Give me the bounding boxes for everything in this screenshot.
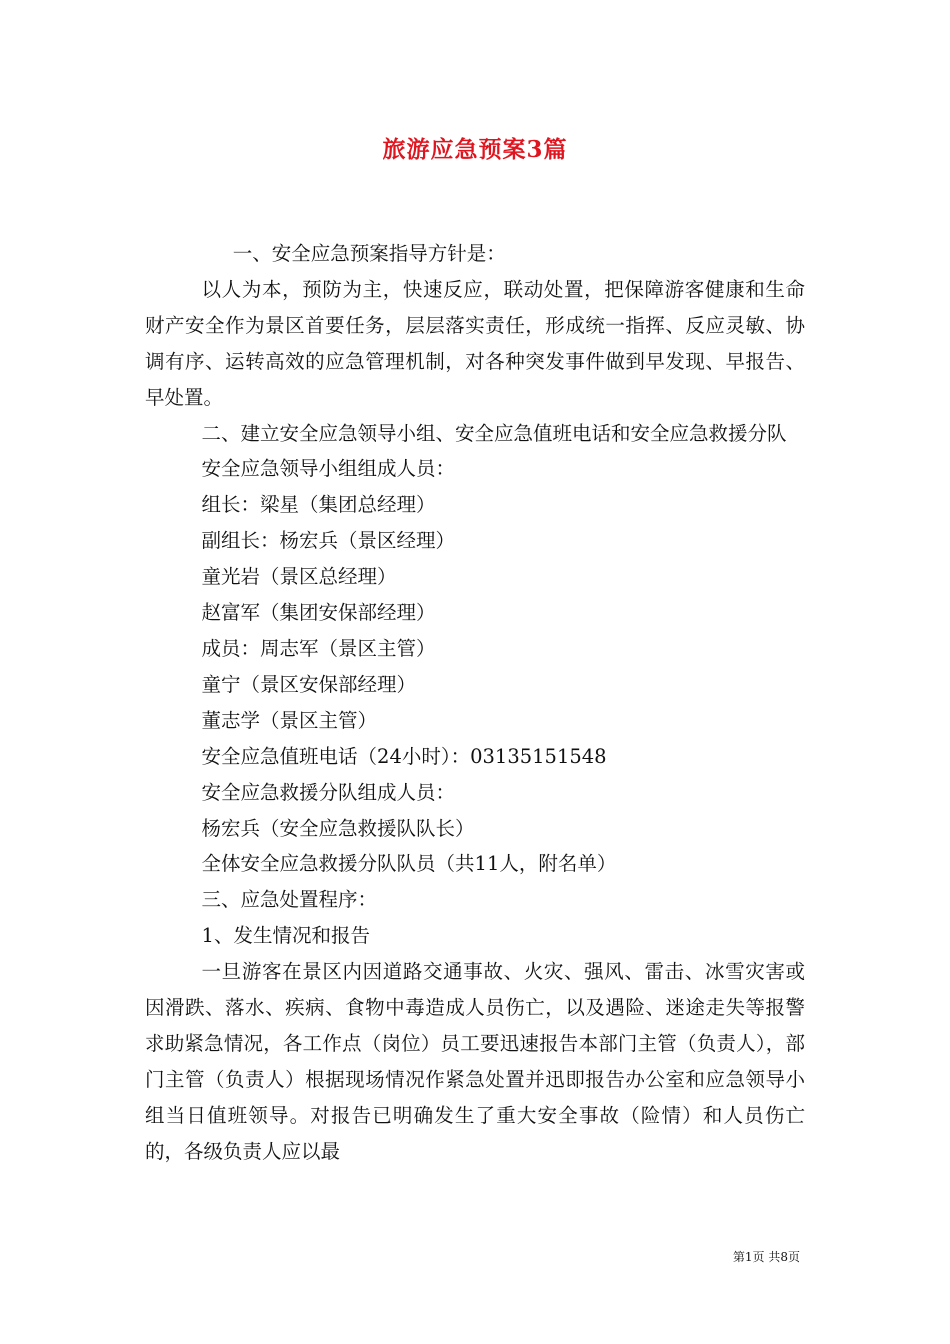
rescue-members-line: 全体安全应急救援分队队员（共11人，附名单） [201,852,617,876]
document-title: 旅游应急预案3篇 [382,136,568,163]
leadership-members-label: 安全应急领导小组组成人员： [201,457,456,481]
paragraph-guideline: 以人为本，预防为主，快速反应，联动处置，把保障游客健康和生命财产安全作为景区首要任务，层层落实责任，形成统一指挥、反应灵敏、协调有序、运转高效的应急管理机制，对各种突发事件做到早发现、早报告、早处置。 [145,277,805,409]
page-number: 第1页 共8页 [732,1250,800,1264]
member-line: 董志学（景区主管） [201,708,378,732]
duty-phone-line: 安全应急值班电话（24小时）：03135151548 [201,744,607,768]
heading-procedure: 三、应急处置程序： [201,888,378,912]
rescue-captain-line: 杨宏兵（安全应急救援队队长） [201,816,475,840]
subheading-report: 1、发生情况和报告 [201,924,370,948]
deputy-member-line: 童光岩（景区总经理） [201,565,397,589]
document-body [145,236,805,1170]
deputy-leader-line: 副组长：杨宏兵（景区经理） [201,529,456,553]
leader-line: 组长：梁星（集团总经理） [201,493,436,517]
rescue-team-label: 安全应急救援分队组成人员： [201,780,456,804]
heading-guideline: 一、安全应急预案指导方针是： [232,242,506,265]
paragraph-report: 一旦游客在景区内因道路交通事故、火灾、强风、雷击、冰雪灾害或因滑跌、落水、疾病、食物中毒造成人员伤亡，以及遇险、迷途走失等报警求助紧急情况，各工作点（岗位）员工要迅速报告本部门主管（负责人），部门主管（负责人）根据现场情况作紧急处置并迅即报告办公室和应急领导小组当日值班领导。对报告已明确发生了重大安全事故（险情）和人员伤亡的，各级负责人应以最 [145,960,805,1163]
heading-organization: 二、建立安全应急领导小组、安全应急值班电话和安全应急救援分队 [201,421,787,445]
member-line: 成员：周志军（景区主管） [201,636,436,660]
deputy-member-line: 赵富军（集团安保部经理） [201,601,436,625]
member-line: 童宁（景区安保部经理） [201,672,417,696]
